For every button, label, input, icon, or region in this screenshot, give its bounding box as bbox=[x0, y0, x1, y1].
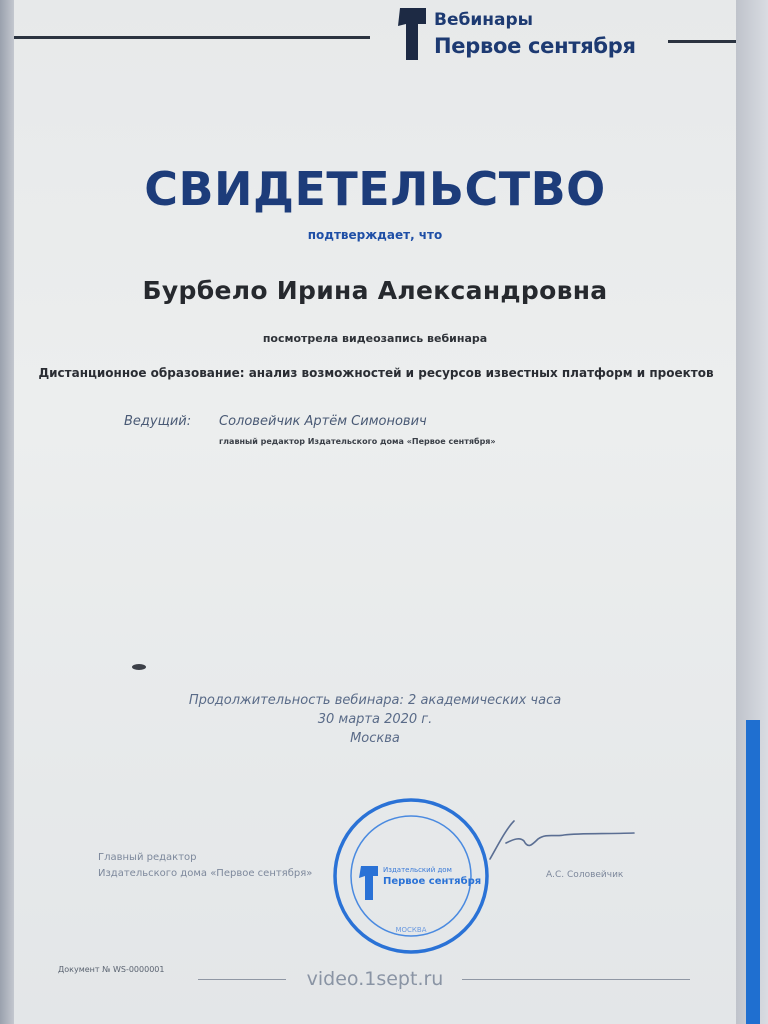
header-rule-left bbox=[14, 36, 370, 39]
number-one-logo-icon bbox=[394, 4, 430, 62]
editor-title-line1: Главный редактор bbox=[98, 852, 197, 863]
webinar-duration: Продолжительность вебинара: 2 академических часа bbox=[188, 693, 562, 708]
screen-bezel-left bbox=[0, 0, 14, 1024]
seal-line2: Первое сентября bbox=[383, 876, 482, 887]
certificate-title: СВИДЕТЕЛЬСТВО bbox=[144, 162, 606, 216]
webinar-topic: Дистанционное образование: анализ возможностей и ресурсов известных платформ и проектов bbox=[38, 366, 714, 380]
document-number: Документ № WS-0000001 bbox=[58, 965, 165, 974]
host-label: Ведущий: bbox=[124, 414, 192, 429]
editor-title-line2: Издательского дома «Первое сентября» bbox=[98, 868, 313, 879]
webinar-city: Москва bbox=[350, 731, 400, 746]
smudge-mark bbox=[132, 664, 146, 670]
seal-line1: Издательский дом bbox=[383, 866, 452, 874]
official-seal bbox=[327, 792, 495, 960]
webinar-date: 30 марта 2020 г. bbox=[317, 712, 433, 727]
host-name: Соловейчик Артём Симонович bbox=[219, 414, 427, 429]
recipient-name: Бурбело Ирина Александровна bbox=[142, 276, 608, 305]
logo-line-webinars: Вебинары bbox=[434, 10, 534, 30]
header-rule-right bbox=[668, 40, 736, 43]
webinars-logo bbox=[394, 4, 664, 64]
signature-scribble bbox=[484, 815, 644, 865]
action-text: посмотрела видеозапись вебинара bbox=[262, 332, 488, 345]
certificate-page bbox=[14, 0, 736, 1024]
footer-site-url: video.1sept.ru bbox=[306, 968, 444, 990]
scrollbar-thumb[interactable] bbox=[746, 720, 760, 1024]
footer-rule-right bbox=[462, 979, 690, 980]
confirms-text: подтверждает, что bbox=[307, 228, 443, 242]
editor-title bbox=[98, 850, 312, 882]
signer-name: А.С. Соловейчик bbox=[546, 870, 624, 880]
logo-line-first-september: Первое сентября bbox=[434, 34, 636, 58]
host-role: главный редактор Издательского дома «Первое сентября» bbox=[219, 437, 496, 446]
seal-bottom-text: МОСКВА bbox=[395, 926, 427, 934]
